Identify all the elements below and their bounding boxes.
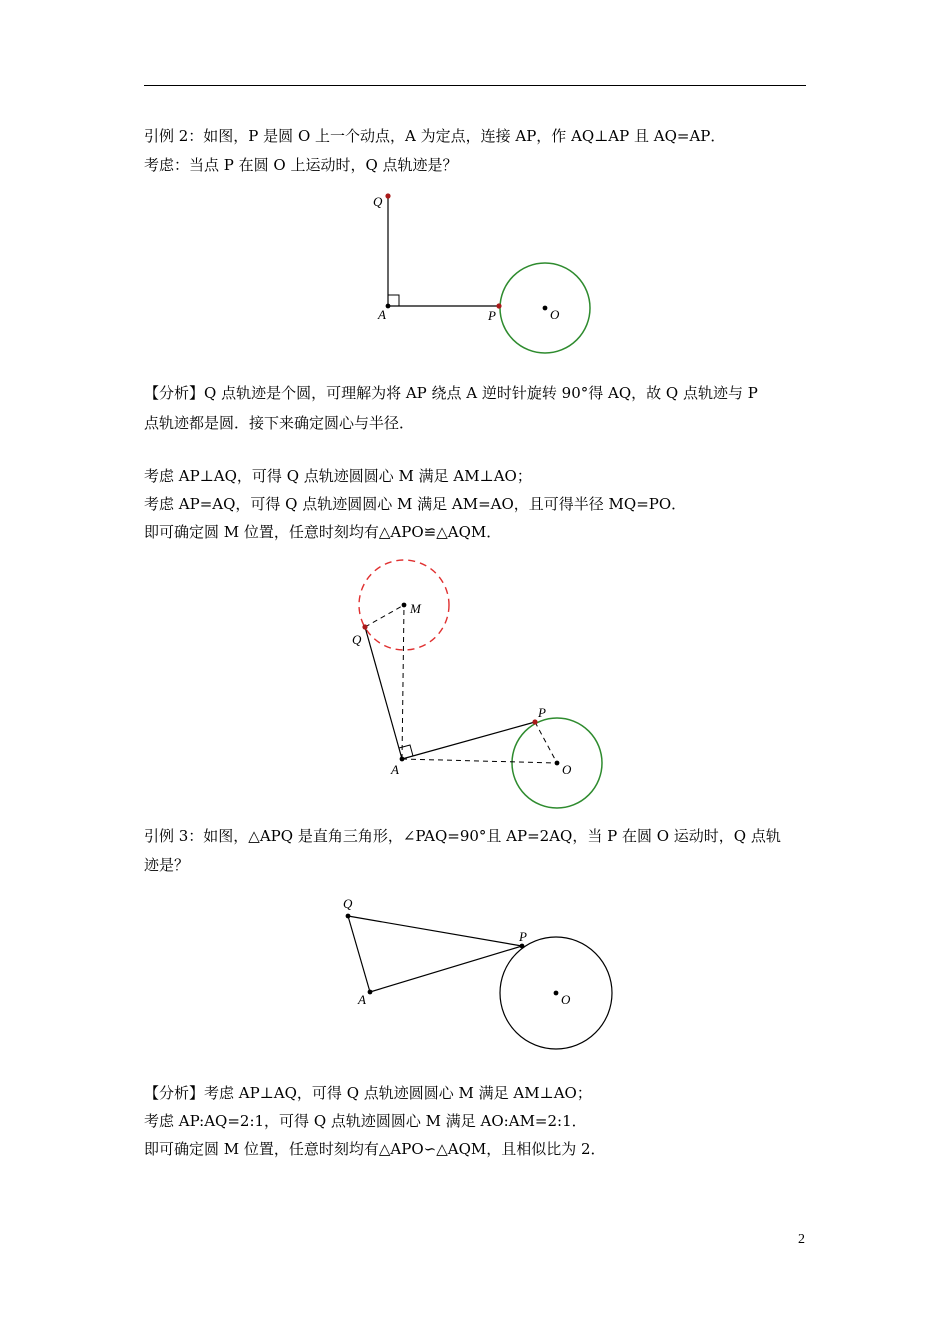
label-Q: Q: [373, 194, 383, 209]
point-P: [532, 719, 537, 724]
point-A: [368, 990, 373, 995]
label-Q: Q: [343, 896, 353, 911]
analysis2-line2: 考虑 AP:AQ=2:1，可得 Q 点轨迹圆圆心 M 满足 AO:AM=2:1．: [144, 1112, 587, 1130]
label-A: A: [391, 762, 399, 777]
point-Q: [362, 624, 367, 629]
example2-line1: 引例 2：如图，P 是圆 O 上一个动点，A 为定点，连接 AP，作 AQ⊥AP 且 AQ=AP．: [144, 127, 726, 145]
label-A: A: [358, 992, 366, 1007]
label-O: O: [561, 992, 571, 1007]
label-A: A: [378, 307, 386, 322]
segment-QP: [348, 916, 522, 946]
point-Q: [385, 193, 390, 198]
label-P: P: [538, 705, 546, 720]
analysis1-line1: 【分析】Q 点轨迹是个圆，可理解为将 AP 绕点 A 逆时针旋转 90°得 AQ，故 Q 点轨迹与 P: [144, 384, 758, 402]
point-O: [543, 306, 548, 311]
label-O: O: [562, 762, 572, 777]
segment-QM-dashed: [365, 605, 404, 627]
point-P: [520, 944, 525, 949]
point-P: [496, 303, 501, 308]
label-M: M: [410, 601, 421, 616]
example3-line2: 迹是？: [144, 856, 190, 874]
analysis1-line5: 即可确定圆 M 位置，任意时刻均有△APO≌△AQM．: [144, 523, 502, 541]
segment-AM-dashed: [402, 605, 404, 759]
point-M: [402, 603, 407, 608]
analysis1-line4: 考虑 AP=AQ，可得 Q 点轨迹圆圆心 M 满足 AM=AO，且可得半径 MQ=PO．: [144, 495, 687, 513]
analysis2-line1: 【分析】考虑 AP⊥AQ，可得 Q 点轨迹圆圆心 M 满足 AM⊥AO；: [144, 1084, 592, 1102]
example3-line1: 引例 3：如图，△APQ 是直角三角形，∠PAQ=90°且 AP=2AQ，当 P 在圆 O 运动时，Q 点轨: [144, 827, 781, 845]
analysis1-line3: 考虑 AP⊥AQ，可得 Q 点轨迹圆圆心 M 满足 AM⊥AO；: [144, 467, 532, 485]
point-Q: [346, 914, 351, 919]
page-number: 2: [798, 1232, 805, 1247]
label-P: P: [488, 308, 496, 323]
label-Q: Q: [352, 632, 362, 647]
point-A: [386, 304, 391, 309]
segment-AP: [402, 722, 535, 759]
figure2: [352, 560, 602, 808]
example2-line2: 考虑：当点 P 在圆 O 上运动时，Q 点轨迹是？: [144, 156, 458, 174]
analysis1-line2: 点轨迹都是圆．接下来确定圆心与半径．: [144, 414, 415, 432]
segment-AP: [370, 946, 522, 992]
point-A: [400, 757, 405, 762]
label-O: O: [550, 307, 560, 322]
figure3: [343, 896, 612, 1049]
segment-QA: [348, 916, 370, 992]
segment-AQ: [365, 627, 402, 759]
figure1: [373, 193, 590, 353]
analysis2-line3: 即可确定圆 M 位置，任意时刻均有△APO∽△AQM，且相似比为 2．: [144, 1140, 606, 1158]
label-P: P: [519, 929, 527, 944]
segment-PO-dashed: [535, 722, 557, 763]
point-O: [554, 991, 559, 996]
point-O: [555, 761, 560, 766]
segment-AO-dashed: [402, 759, 557, 763]
